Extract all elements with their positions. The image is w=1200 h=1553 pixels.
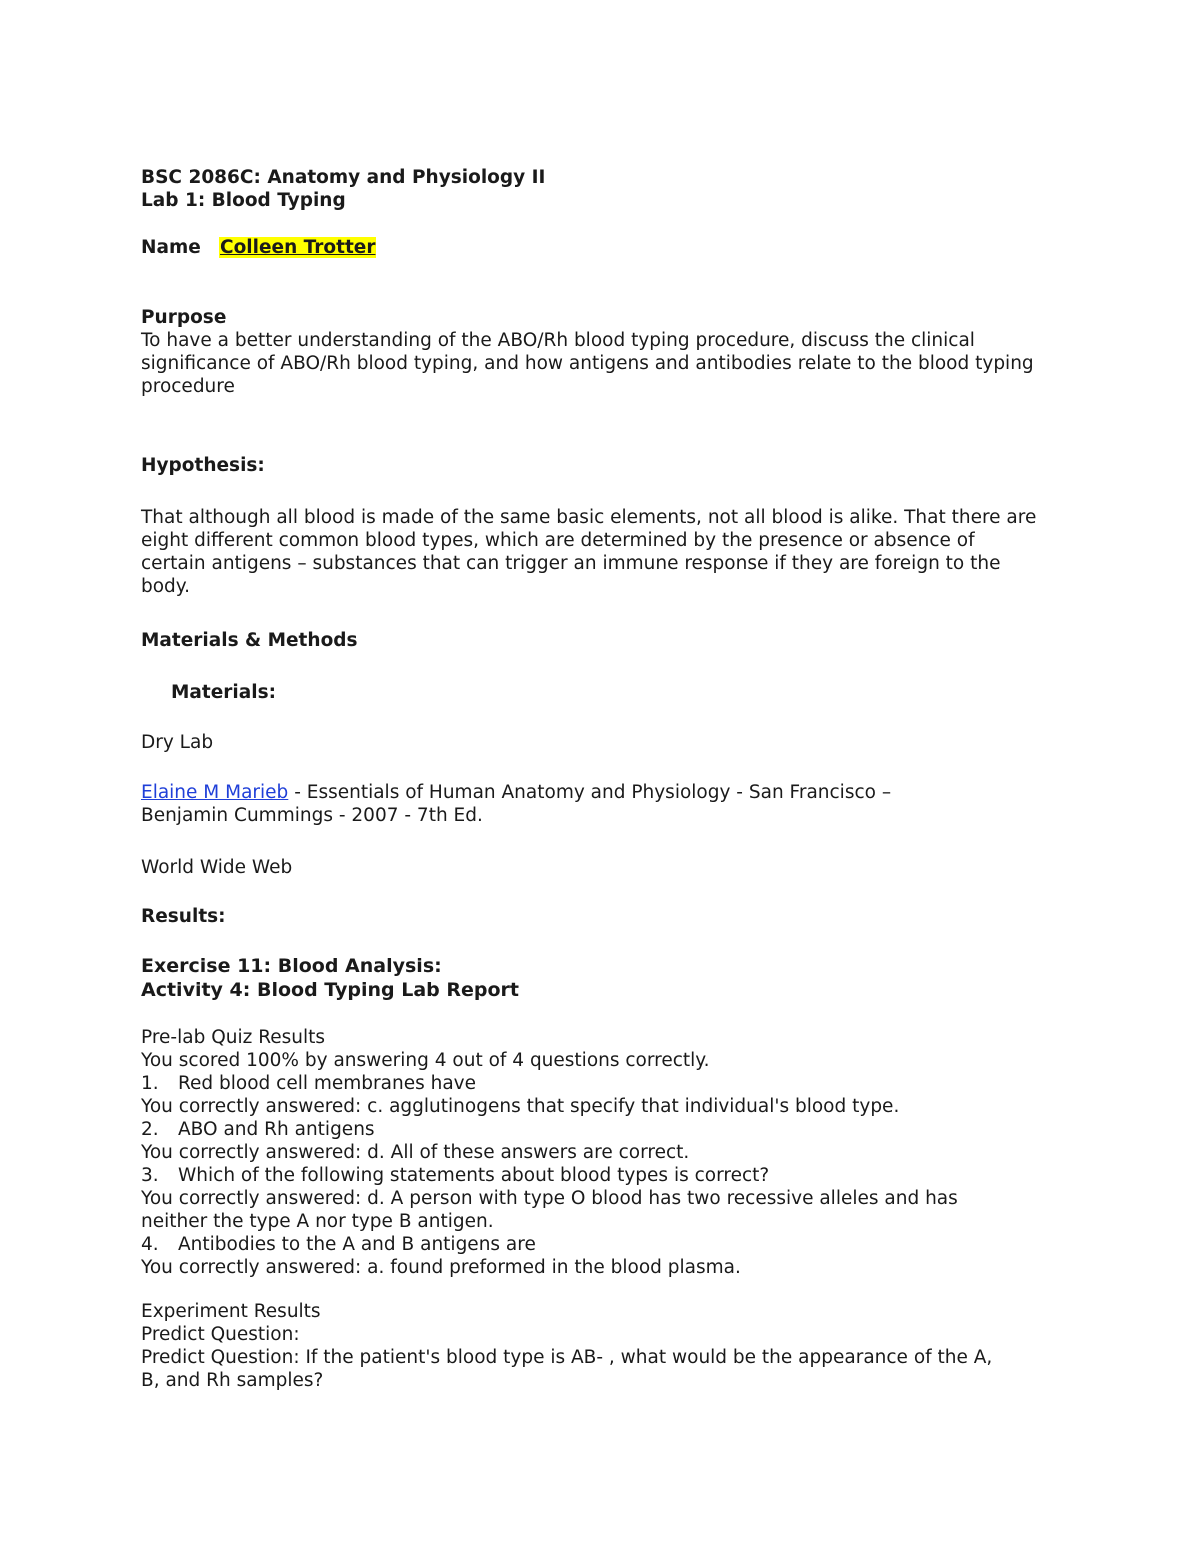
purpose-line: To have a better understanding of the ABO/Rh blood typing procedure, discuss the clinical — [141, 330, 975, 351]
prelab-quiz-block — [141, 1026, 958, 1279]
exercise-title: Exercise 11: Blood Analysis: — [141, 955, 442, 977]
question-number: 4. — [141, 1234, 159, 1255]
purpose-line: procedure — [141, 376, 235, 397]
www-text: World Wide Web — [141, 857, 293, 878]
results-heading-block — [141, 905, 226, 928]
reference-rest: - Essentials of Human Anatomy and Physiology - San Francisco – — [288, 782, 892, 803]
hypothesis-heading: Hypothesis: — [141, 455, 265, 476]
activity-title: Activity 4: Blood Typing Lab Report — [141, 979, 520, 1001]
purpose-section — [141, 306, 1034, 398]
dry-lab-block — [141, 731, 213, 754]
materials-subheading-block — [141, 681, 276, 704]
name-label: Name — [141, 237, 201, 258]
experiment-results-block — [141, 1300, 992, 1392]
quiz-answer: You correctly answered: a. found preformed in the blood plasma. — [141, 1257, 741, 1278]
question-number: 2. — [141, 1119, 159, 1140]
prelab-title: Pre-lab Quiz Results — [141, 1027, 326, 1048]
question-number: 1. — [141, 1073, 159, 1094]
quiz-answer: You correctly answered: d. A person with type O blood has two recessive alleles and has — [141, 1188, 958, 1209]
hypothesis-line: eight different common blood types, which are determined by the presence or absence of — [141, 530, 975, 551]
experiment-title: Experiment Results — [141, 1301, 321, 1322]
name-row — [141, 236, 376, 259]
materials-methods-heading: Materials & Methods — [141, 630, 358, 651]
quiz-answer: You correctly answered: c. agglutinogens that specify that individual's blood type. — [141, 1096, 900, 1117]
quiz-question — [141, 1164, 958, 1187]
reference-block — [141, 781, 891, 827]
purpose-heading: Purpose — [141, 307, 227, 328]
course-title: BSC 2086C: Anatomy and Physiology II — [141, 167, 546, 188]
student-name: Colleen Trotter — [220, 237, 376, 258]
quiz-answer: neither the type A nor type B antigen. — [141, 1211, 494, 1232]
predict-line: B, and Rh samples? — [141, 1370, 324, 1391]
lab-title: Lab 1: Blood Typing — [141, 190, 346, 211]
question-text: Which of the following statements about blood types is correct? — [178, 1165, 770, 1186]
question-text: ABO and Rh antigens — [178, 1119, 375, 1140]
author-link[interactable]: Elaine M Marieb — [141, 782, 289, 803]
www-block — [141, 856, 292, 879]
hypothesis-body — [141, 506, 1036, 598]
purpose-line: significance of ABO/Rh blood typing, and how antigens and antibodies relate to the blood typing — [141, 353, 1034, 374]
quiz-question — [141, 1118, 958, 1141]
materials-heading: Materials: — [171, 682, 276, 703]
question-text: Red blood cell membranes have — [178, 1073, 477, 1094]
question-number: 3. — [141, 1165, 159, 1186]
exercise-block — [141, 954, 519, 1002]
reference-line-2: Benjamin Cummings - 2007 - 7th Ed. — [141, 805, 483, 826]
hypothesis-line: That although all blood is made of the same basic elements, not all blood is alike. That there are — [141, 507, 1037, 528]
dry-lab-text: Dry Lab — [141, 732, 214, 753]
header-block — [141, 166, 545, 212]
prelab-score: You scored 100% by answering 4 out of 4 questions correctly. — [141, 1050, 710, 1071]
materials-methods-heading-block — [141, 629, 358, 652]
quiz-question — [141, 1233, 958, 1256]
quiz-answer: You correctly answered: d. All of these answers are correct. — [141, 1142, 690, 1163]
hypothesis-line: certain antigens – substances that can trigger an immune response if they are foreign to the — [141, 553, 1001, 574]
reference-line-1 — [141, 781, 891, 804]
question-text: Antibodies to the A and B antigens are — [178, 1234, 536, 1255]
predict-label: Predict Question: — [141, 1324, 300, 1345]
quiz-question — [141, 1072, 958, 1095]
results-heading: Results: — [141, 906, 226, 927]
hypothesis-line: body. — [141, 576, 190, 597]
predict-line: Predict Question: If the patient's blood type is AB- , what would be the appearance of the A, — [141, 1347, 993, 1368]
hypothesis-section — [141, 454, 265, 477]
